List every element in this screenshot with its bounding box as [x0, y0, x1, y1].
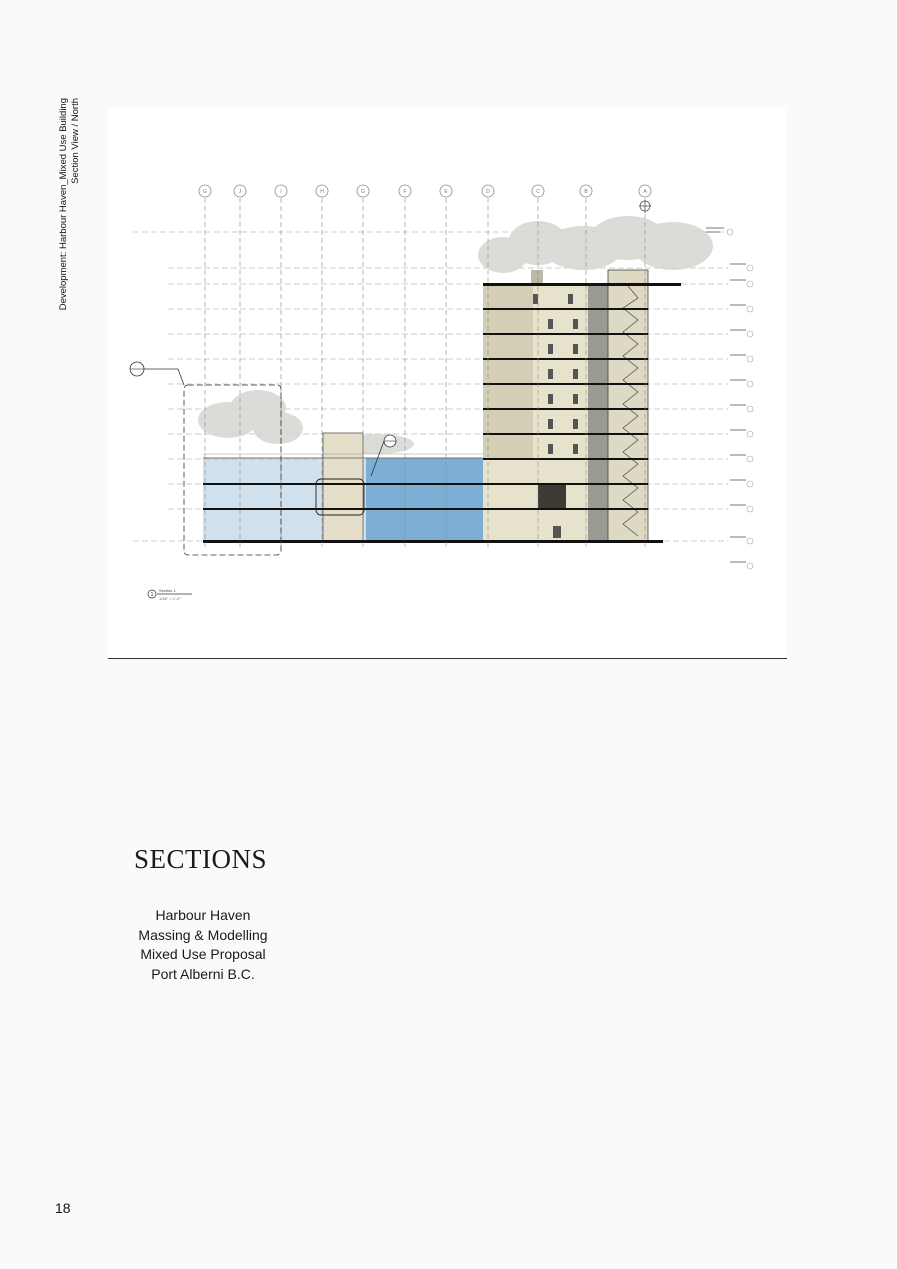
section-drawing — [108, 108, 786, 658]
project-info-line2: Massing & Modelling — [138, 926, 268, 943]
grid-bubbles — [199, 185, 651, 197]
sheet-title-line2: Section View / North — [70, 98, 81, 184]
sheet-title — [58, 98, 82, 318]
grid-label: F — [403, 189, 407, 195]
callout-leader — [144, 369, 184, 385]
project-info — [120, 906, 286, 984]
project-info-line4: Port Alberni B.C. — [151, 965, 255, 982]
project-info-line1: Harbour Haven — [155, 907, 251, 923]
stair-tower — [608, 270, 648, 541]
grid-label: C — [536, 189, 540, 195]
elevator-core — [323, 433, 363, 541]
grid-label: G — [361, 189, 365, 195]
sheet-title-line1: Development: Harbour Haven_Mixed Use Building — [58, 98, 69, 311]
section-heading: SECTIONS — [134, 844, 268, 874]
grid-label: B — [584, 189, 588, 195]
view-title-number: 1 — [150, 592, 154, 598]
page-number: 18 — [55, 1200, 71, 1216]
frame-divider — [108, 658, 787, 659]
grid-label: G — [203, 189, 207, 195]
level-tags — [706, 227, 746, 563]
feature-window — [538, 484, 566, 509]
rooftop-unit — [531, 270, 543, 284]
view-scale: 1/16" = 1'-0" — [159, 596, 181, 601]
grid-label: D — [486, 189, 490, 195]
grid-label: A — [643, 189, 647, 195]
tower-left-units — [483, 284, 533, 459]
grid-label: H — [320, 189, 324, 195]
grid-label: J — [238, 189, 242, 195]
project-info-line3: Mixed Use Proposal — [140, 946, 266, 962]
grid-label: I — [280, 189, 282, 195]
podium-main-glazing — [366, 458, 486, 541]
building-section-svg — [108, 108, 786, 658]
grid-label: E — [444, 189, 448, 195]
tower-core-shaft — [588, 284, 608, 541]
view-title: Section 1 — [159, 588, 176, 593]
